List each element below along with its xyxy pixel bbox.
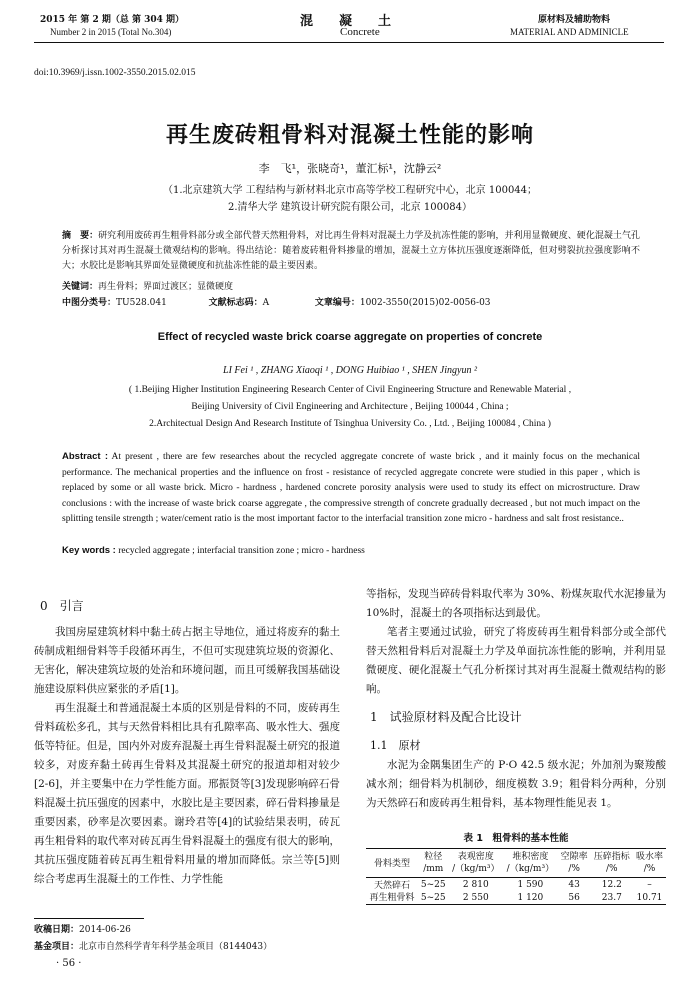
intro-paragraph-2-text: 再生混凝土和普通混凝土本质的区别是骨料的不同，废砖再生骨料疏松多孔，其与天然骨料相比具有孔隙率高、吸水性大、强度低等特征。但是，国内外对废弃混凝土再生骨料混凝土研究的报道较多，对废弃黏土砖再生骨料及其混凝土研究的报道却相对较少[2-6]，并主要集中在力学性能方面。邢振贤等[3]发现影响碎石骨料混凝土抗压强度的因素中，水胶比是主要因素，碎石骨料掺量是重要因素，砂率是次要因素。谢玲君等[4]的试验结果表明，砖瓦再生粗骨料的取代率对砖瓦再生骨料混凝土的强度有很大的影响，其抗压强度随着砖瓦再生粗骨料用量的增加而降低。宗兰等[5]则综合考虑再生混凝土的工作性、力学性能 (34, 702, 340, 885)
received-value: 2014-06-26 (79, 925, 131, 935)
materials-paragraph-text: 水泥为金隅集团生产的 P·O 42.5 级水泥；外加剂为聚羧酸减水剂；细骨料为机制砂，细度模数 3.9；粗骨料分两种，分别为天然碎石和废砖再生粗骨料，基本物理性能见表 1。 (366, 759, 666, 809)
table-cell: 2 550 (449, 892, 504, 905)
fund-info (34, 939, 272, 952)
fund-value: 北京市自然科学青年科学基金项目（8144043） (79, 942, 273, 952)
subsection-1-1-heading: 1.1 原材 (370, 739, 421, 752)
table-1-caption: 表 1 粗骨料的基本性能 (463, 833, 569, 844)
abstract-en (62, 449, 640, 528)
abstract-cn (62, 229, 640, 274)
section-1-heading: 1 试验原材料及配合比设计 (370, 710, 522, 724)
table-unit-cell: /mm (418, 863, 448, 878)
affiliation-en-2: Beijing University of Civil Engineering and Architecture , Beijing 100044 , China ; (191, 402, 509, 412)
table-cell: 1 590 (517, 880, 544, 890)
abstract-en-label: Abstract : (62, 451, 109, 462)
table-row (366, 878, 666, 893)
table-cell: 12.2 (601, 880, 622, 890)
table-unit-cell: /% (558, 863, 591, 878)
table-cell: 23.7 (591, 892, 633, 905)
table-unit-cell: /% (591, 863, 633, 878)
abstract-cn-label: 摘 要： (62, 231, 99, 241)
table-cell: 1 120 (503, 892, 558, 905)
abstract-cn-text: 研究利用废砖再生粗骨料部分或全部代替天然粗骨料，对比再生骨料对混凝土力学及抗冻性能的影响，并利用显微硬度、硬化混凝土气孔分析探讨其对再生混凝土微观结构的影响。得出结论：随着废砖粗骨料掺量的增加，混凝土立方体抗压强度逐渐降低，但对劈裂抗拉强度影响不大；水胶比是影响其界面处显微硬度和抗盐冻性能的最主要因素。 (62, 231, 640, 271)
table-unit-cell: /（kg/m³） (503, 863, 558, 878)
affiliation-en-1: ( 1.Beijing Higher Institution Engineering Research Center of Civil Engineering Structure and Renewable Material , (128, 385, 572, 395)
header-rule (34, 42, 664, 43)
keywords-en-label: Key words : (62, 545, 116, 556)
table-cell: 2 810 (462, 880, 489, 890)
authors-cn: 李 飞¹，张晓奇¹，董汇标¹，沈静云² (258, 162, 442, 175)
issue-info-cn: 2015 年 第 2 期（总 第 304 期） (40, 15, 185, 25)
received-label: 收稿日期： (34, 925, 80, 935)
article-id-label: 文章编号： (314, 298, 360, 308)
footnote-rule (34, 918, 144, 919)
table-header-row (366, 849, 666, 864)
table-header-cell: 堆积密度 (503, 849, 558, 864)
affiliation-cn-1: （1.北京建筑大学 工程结构与新材料北京市高等学校工程研究中心，北京 100044； (162, 185, 538, 196)
right-paragraph-continued (366, 585, 666, 623)
table-header-cell: 骨料类型 (366, 849, 418, 878)
table-cell: – (647, 880, 652, 890)
journal-name-cn: 混 凝 土 (300, 14, 392, 29)
materials-paragraph (366, 756, 666, 813)
table-header-cell: 压碎指标 (591, 849, 633, 864)
table-1 (366, 848, 666, 905)
table-unit-cell: /（kg/m³） (449, 863, 504, 878)
table-cell: 43 (568, 880, 580, 890)
clc-label: 中图分类号： (62, 298, 117, 308)
table-cell: 再生粗骨料 (366, 892, 418, 905)
table-row (366, 892, 666, 905)
keywords-en (62, 543, 640, 559)
fund-label: 基金项目： (34, 942, 80, 952)
paper-title-en: Effect of recycled waste brick coarse aggregate on properties of concrete (157, 331, 543, 343)
column-name-en: MATERIAL AND ADMINICLE (510, 27, 629, 37)
keywords-cn (62, 280, 640, 295)
table-cell: 56 (558, 892, 591, 905)
journal-name-en: Concrete (340, 26, 380, 38)
affiliation-cn-2: 2.清华大学 建筑设计研究院有限公司，北京 100084） (227, 202, 473, 213)
table-cell: 10.71 (633, 892, 666, 905)
column-name-cn: 原材料及辅助物料 (538, 15, 611, 25)
table-header-cell: 粒径 (418, 849, 448, 864)
issue-info-en: Number 2 in 2015 (Total No.304) (50, 27, 172, 37)
affiliation-en-3: 2.Architectual Design And Research Institute of Tsinghua University Co. , Ltd. , Beijing 100084 , China ) (149, 419, 551, 429)
intro-paragraph-1 (34, 623, 340, 699)
article-id-value: 1002-3550(2015)02-0056-03 (359, 298, 491, 308)
doc-code-label: 文献标志码： (208, 298, 263, 308)
author-study-paragraph-text: 笔者主要通过试验，研究了将废砖再生粗骨料部分或全部代替天然粗骨料后对混凝土力学及单面抗冻性能的影响，并利用显微硬度、硬化混凝土气孔分析探讨其对再生混凝土微观结构的影响。 (366, 626, 666, 695)
intro-paragraph-2 (34, 699, 340, 889)
classification-line (62, 296, 640, 311)
keywords-cn-label: 关键词： (62, 282, 99, 292)
keywords-en-text: recycled aggregate ; interfacial transition zone ; micro - hardness (118, 546, 365, 556)
doc-code-value: A (262, 298, 270, 308)
intro-paragraph-1-text: 我国房屋建筑材料中黏土砖占据主导地位，通过将废弃的黏土砖制成粗细骨料等手段循环再生，不但可实现建筑垃圾的资源化、无害化，解决建筑垃圾的处治和环境问题，而且可缓解我国基础设施建设原料供应紧张的矛盾[1]。 (34, 626, 340, 695)
table-header-cell: 吸水率 (633, 849, 666, 864)
section-0-heading: 0 引言 (40, 599, 84, 613)
table-unit-cell: /% (633, 863, 666, 878)
clc-value: TU528.041 (116, 298, 167, 308)
table-header-cell: 表观密度 (449, 849, 504, 864)
table-cell: 5~25 (420, 880, 446, 890)
paper-title-cn: 再生废砖粗骨料对混凝土性能的影响 (165, 123, 534, 148)
table-header-cell: 空隙率 (558, 849, 591, 864)
table-cell: 5~25 (418, 892, 448, 905)
abstract-en-text: At present , there are few researches about the recycled aggregate concrete of waste brick , and it mainly focus on the mechanical performance. The mechanical properties and the influence on frost - resistance of recycled aggregate concrete were studied in this paper , which is replaced by some or all waste brick. Micro - hardness , hardened concrete porosity analysis were used to study its effect on microstructure. Draw conclusions : with the increase of waste brick coarse aggregate , the compressive strength of concrete gradually decreased , but not much impact on the splitting tensile strength ; water/cement ratio is the most important factor to the interfacial transition zone micro - hardness and salt frost resistance.. (62, 452, 640, 524)
right-paragraph-continued-text: 等指标，发现当碎砖骨料取代率为 30%、粉煤灰取代水泥掺量为 10%时，混凝土的各项指标达到最优。 (366, 588, 666, 619)
received-date (34, 922, 131, 935)
doi[interactable]: doi:10.3969/j.issn.1002-3550.2015.02.015 (34, 68, 196, 78)
keywords-cn-text: 再生骨料；界面过渡区；显微硬度 (98, 282, 234, 292)
table-cell: 天然碎石 (374, 881, 411, 891)
author-study-paragraph (366, 623, 666, 699)
authors-en: LI Fei ¹ , ZHANG Xiaoqi ¹ , DONG Huibiao ¹ , SHEN Jingyun ² (223, 365, 477, 376)
page-number: · 56 · (56, 958, 82, 969)
